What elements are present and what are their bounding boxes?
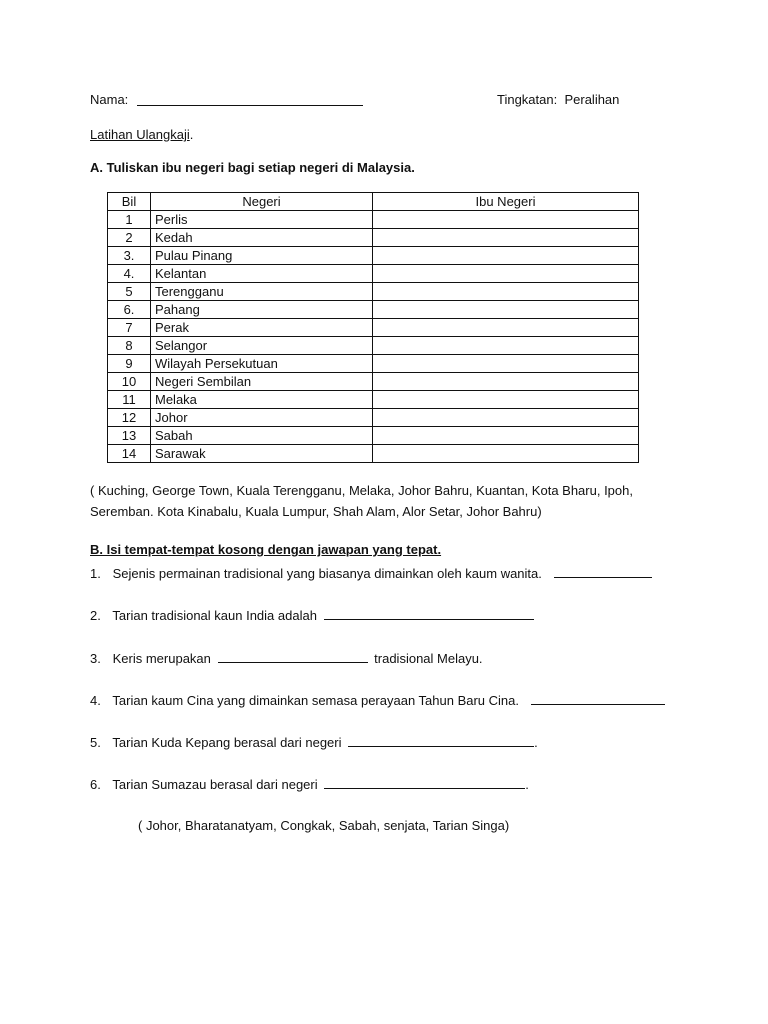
- table-row: [108, 211, 639, 229]
- answer-blank[interactable]: [218, 650, 368, 663]
- cell-negeri: Pulau Pinang: [151, 247, 373, 265]
- table-row: [108, 265, 639, 283]
- cell-ibu-negeri-answer[interactable]: [373, 391, 639, 409]
- question-text-after: tradisional Melayu.: [374, 651, 483, 666]
- question-text: Sejenis permainan tradisional yang biasanya dimainkan oleh kaum wanita.: [112, 566, 542, 581]
- cell-negeri: Wilayah Persekutuan: [151, 355, 373, 373]
- question-1: [90, 565, 652, 581]
- cell-negeri: Kelantan: [151, 265, 373, 283]
- question-text: Tarian tradisional kaun India adalah: [112, 608, 317, 623]
- question-text-after: .: [525, 777, 529, 792]
- cell-bil: 8: [108, 337, 151, 355]
- question-number: 5.: [90, 735, 101, 750]
- question-5: [90, 734, 538, 750]
- table-row: [108, 301, 639, 319]
- table-header-row: [108, 193, 639, 211]
- question-number: 3.: [90, 651, 101, 666]
- nama-blank-line[interactable]: [137, 105, 363, 106]
- cell-bil: 13: [108, 427, 151, 445]
- cell-ibu-negeri-answer[interactable]: [373, 373, 639, 391]
- answer-blank[interactable]: [324, 607, 534, 620]
- cell-ibu-negeri-answer[interactable]: [373, 247, 639, 265]
- cell-negeri: Terengganu: [151, 283, 373, 301]
- table-row: [108, 409, 639, 427]
- cell-negeri: Sabah: [151, 427, 373, 445]
- cell-negeri: Kedah: [151, 229, 373, 247]
- section-a-instruction: A. Tuliskan ibu negeri bagi setiap negeri di Malaysia.: [90, 160, 415, 175]
- cell-bil: 9: [108, 355, 151, 373]
- table-row: [108, 337, 639, 355]
- question-2: [90, 607, 534, 623]
- cell-bil: 12: [108, 409, 151, 427]
- header-ibu-negeri: Ibu Negeri: [373, 193, 639, 211]
- cell-ibu-negeri-answer[interactable]: [373, 445, 639, 463]
- table-row: [108, 283, 639, 301]
- table-row: [108, 445, 639, 463]
- cell-ibu-negeri-answer[interactable]: [373, 337, 639, 355]
- question-text: Tarian kaum Cina yang dimainkan semasa perayaan Tahun Baru Cina.: [112, 693, 519, 708]
- title-suffix: .: [189, 127, 194, 142]
- table-row: [108, 427, 639, 445]
- question-number: 6.: [90, 777, 101, 792]
- cell-negeri: Johor: [151, 409, 373, 427]
- cell-negeri: Melaka: [151, 391, 373, 409]
- cell-ibu-negeri-answer[interactable]: [373, 301, 639, 319]
- table-row: [108, 391, 639, 409]
- cell-bil: 1: [108, 211, 151, 229]
- table-row: [108, 355, 639, 373]
- header-bil: Bil: [108, 193, 151, 211]
- cell-bil: 7: [108, 319, 151, 337]
- answer-blank[interactable]: [554, 565, 652, 578]
- table-row: [108, 247, 639, 265]
- question-text: Keris merupakan: [112, 651, 211, 666]
- section-b-instruction: B. Isi tempat-tempat kosong dengan jawapan yang tepat.: [90, 542, 442, 557]
- answer-blank[interactable]: [531, 692, 665, 705]
- question-number: 2.: [90, 608, 101, 623]
- cell-ibu-negeri-answer[interactable]: [373, 265, 639, 283]
- question-6: [90, 776, 529, 792]
- cell-bil: 5: [108, 283, 151, 301]
- nama-label: Nama:: [90, 92, 129, 107]
- cell-ibu-negeri-answer[interactable]: [373, 409, 639, 427]
- cell-bil: 10: [108, 373, 151, 391]
- section-b-answer-bank: ( Johor, Bharatanatyam, Congkak, Sabah, senjata, Tarian Singa): [138, 818, 510, 833]
- tingkatan-field: [497, 92, 619, 107]
- cell-negeri: Selangor: [151, 337, 373, 355]
- cell-bil: 2: [108, 229, 151, 247]
- worksheet-title: [90, 127, 193, 142]
- question-3: [90, 650, 483, 666]
- table-row: [108, 373, 639, 391]
- cell-negeri: Perak: [151, 319, 373, 337]
- cell-ibu-negeri-answer[interactable]: [373, 229, 639, 247]
- cell-bil: 6.: [108, 301, 151, 319]
- cell-negeri: Negeri Sembilan: [151, 373, 373, 391]
- title-text: Latihan Ulangkaji: [90, 127, 190, 142]
- cell-bil: 3.: [108, 247, 151, 265]
- table-row: [108, 229, 639, 247]
- cell-ibu-negeri-answer[interactable]: [373, 355, 639, 373]
- tingkatan-label: Tingkatan:: [497, 92, 558, 107]
- question-4: [90, 692, 665, 708]
- cell-bil: 4.: [108, 265, 151, 283]
- states-table: [107, 192, 639, 463]
- cell-bil: 11: [108, 391, 151, 409]
- cell-ibu-negeri-answer[interactable]: [373, 427, 639, 445]
- question-number: 4.: [90, 693, 101, 708]
- question-text: Tarian Sumazau berasal dari negeri: [112, 777, 318, 792]
- header-negeri: Negeri: [151, 193, 373, 211]
- cell-ibu-negeri-answer[interactable]: [373, 211, 639, 229]
- tingkatan-value: Peralihan: [564, 92, 620, 107]
- section-a-answer-bank: ( Kuching, George Town, Kuala Terengganu, Melaka, Johor Bahru, Kuantan, Kota Bharu, Ipoh, Seremban. Kota Kinabalu, Kuala Lumpur, Shah Alam, Alor Setar, Johor Bahru): [90, 483, 633, 519]
- answer-blank[interactable]: [324, 776, 525, 789]
- cell-negeri: Perlis: [151, 211, 373, 229]
- cell-negeri: Pahang: [151, 301, 373, 319]
- cell-bil: 14: [108, 445, 151, 463]
- question-text-after: .: [534, 735, 538, 750]
- cell-ibu-negeri-answer[interactable]: [373, 283, 639, 301]
- header-row: [90, 92, 690, 110]
- question-number: 1.: [90, 566, 101, 581]
- table-row: [108, 319, 639, 337]
- states-table-body: [108, 211, 639, 463]
- question-text: Tarian Kuda Kepang berasal dari negeri: [112, 735, 342, 750]
- cell-negeri: Sarawak: [151, 445, 373, 463]
- cell-ibu-negeri-answer[interactable]: [373, 319, 639, 337]
- answer-blank[interactable]: [348, 734, 534, 747]
